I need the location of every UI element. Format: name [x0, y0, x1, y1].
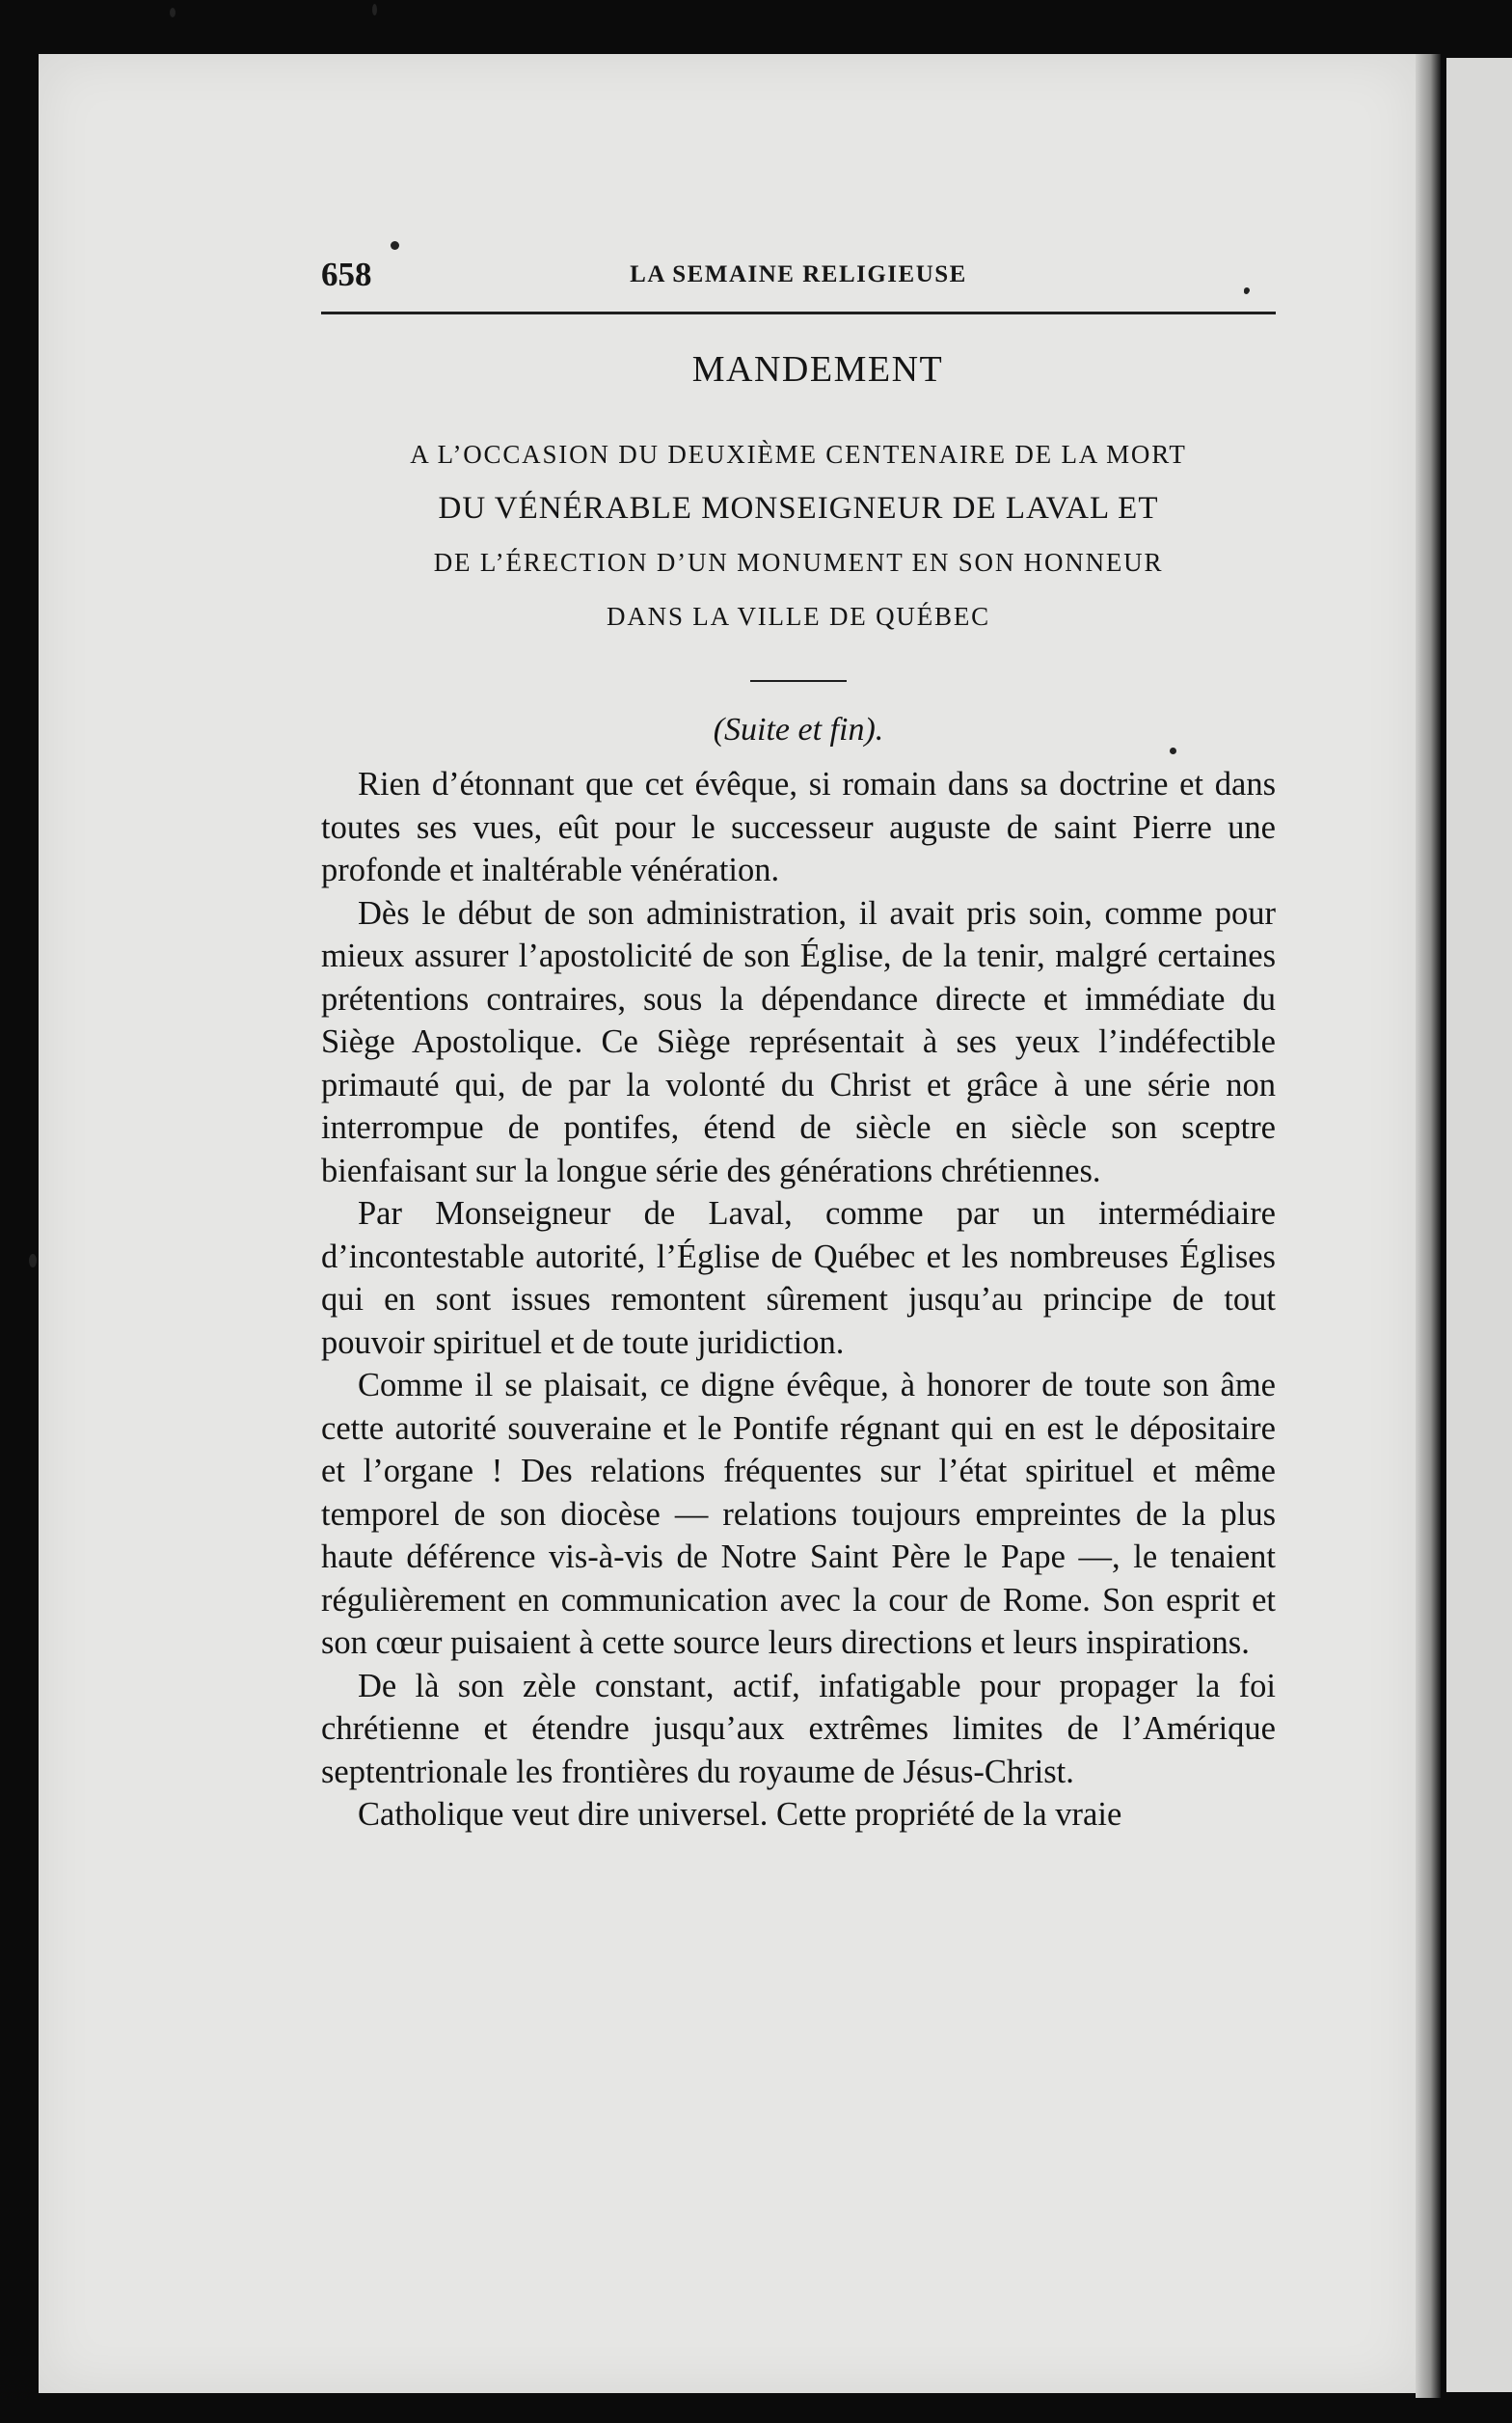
article	[321, 342, 1276, 1837]
paragraph: De là son zèle constant, actif, infatigable pour propager la foi chrétienne et étendre jusqu’aux extrêmes limites de l’Amérique septentrionale les frontières du royaume de Jésus-Christ.	[321, 1667, 1276, 1790]
continuation-note: (Suite et fin).	[713, 712, 884, 748]
subtitle-line: DU VÉNÉRABLE MONSEIGNEUR DE LAVAL ET	[438, 491, 1159, 526]
subtitle-line: DE L’ÉRECTION D’UN MONUMENT EN SON HONNEUR	[433, 548, 1164, 577]
paragraph: Catholique veut dire universel. Cette propriété de la vraie	[358, 1796, 1122, 1833]
section-divider	[750, 680, 847, 682]
paragraph: Rien d’étonnant que cet évêque, si romain dans sa doctrine et dans toutes ses vues, eût pour le successeur auguste de saint Pierre une profonde et inaltérable vénération.	[321, 766, 1276, 888]
article-title: MANDEMENT	[691, 349, 944, 390]
running-title: LA SEMAINE RELIGIEUSE	[630, 261, 967, 287]
scan-speck	[170, 8, 176, 17]
scan-speck	[29, 1254, 37, 1267]
paragraph: Comme il se plaisait, ce digne évêque, à honorer de toute son âme cette autorité souveraine et le Pontife régnant qui en est le dépositaire et l’organe ! Des relations fréquentes sur l’état spirituel et même temporel de son diocèse — relations toujours empreintes de la plus haute déférence vis-à-vis de Notre Saint Père le Pape —, le tenaient régulièrement en communication avec la cour de Rome. Son esprit et son cœur puisaient à cette source leurs directions et leurs inspirations.	[321, 1367, 1276, 1661]
paragraph: Dès le début de son administration, il avait pris soin, comme pour mieux assurer l’apostolicité de son Église, de la tenir, malgré certaines prétentions contraires, sous la dépendance directe et immédiate du Siège Apostolique. Ce Siège représentait à ses yeux l’indéfectible primauté qui, de par la volonté du Christ et grâce à une série non interrompue de pontifes, étend de siècle en siècle son sceptre bienfaisant sur la longue série des générations chrétiennes.	[321, 894, 1276, 1189]
running-header	[321, 256, 1276, 313]
subtitle-line: DANS LA VILLE DE QUÉBEC	[607, 602, 990, 631]
body-text	[321, 763, 1276, 1837]
scan-speck	[372, 4, 377, 15]
header-rule	[321, 312, 1276, 314]
article-subtitle	[321, 427, 1276, 643]
scan-speck	[391, 241, 399, 250]
page-gutter-shadow	[1416, 54, 1441, 2398]
subtitle-line: A L’OCCASION DU DEUXIÈME CENTENAIRE DE LA MORT	[410, 440, 1187, 469]
paragraph: Par Monseigneur de Laval, comme par un intermédiaire d’incontestable autorité, l’Église de Québec et les nombreuses Églises qui en sont issues remontent sûrement jusqu’au principe de tout pouvoir spirituel et de toute juridiction.	[321, 1195, 1276, 1361]
page-number: 658	[321, 256, 372, 293]
adjacent-page-edge	[1446, 58, 1512, 2392]
